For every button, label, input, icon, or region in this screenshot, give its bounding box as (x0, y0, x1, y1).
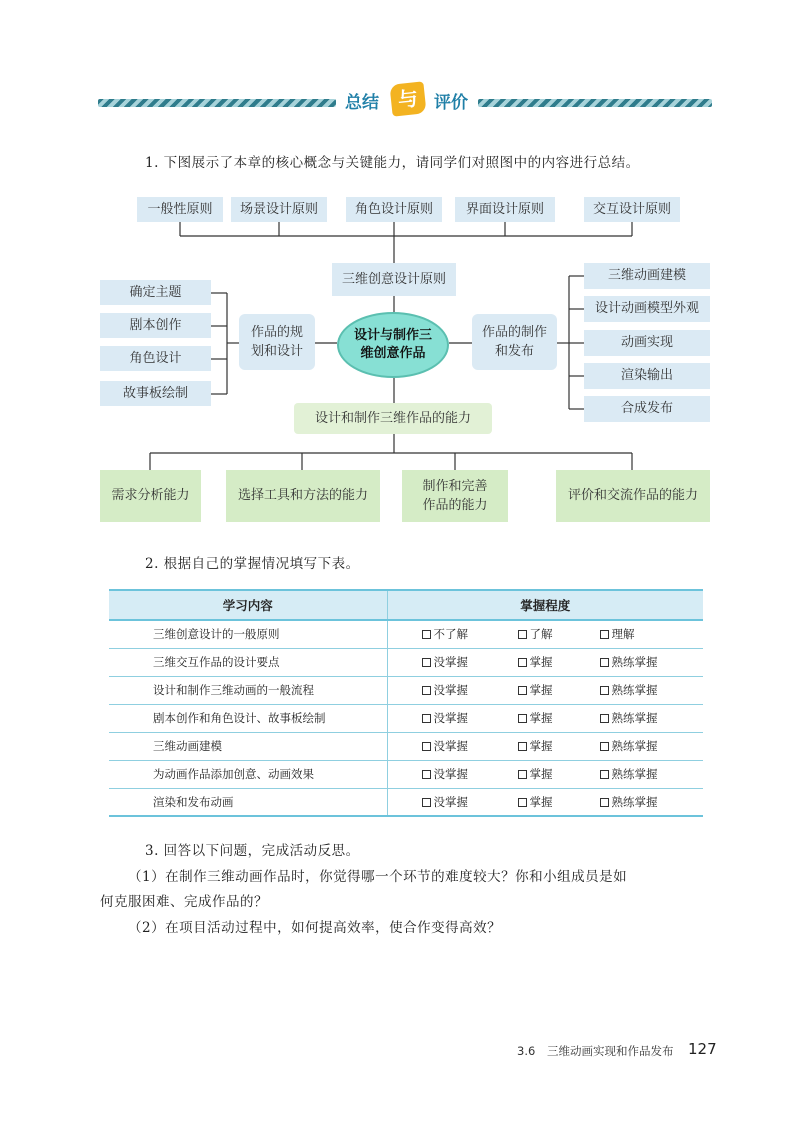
ability-item (100, 470, 201, 522)
mastery-option[interactable] (518, 654, 600, 670)
option-label: 不了解 (433, 627, 468, 642)
mastery-option[interactable] (422, 626, 518, 642)
table-row (109, 732, 703, 760)
table-row (109, 788, 703, 816)
center-concept (337, 312, 449, 378)
row-options (387, 648, 703, 676)
option-label: 熟练掌握 (611, 711, 658, 725)
mastery-option[interactable] (422, 654, 518, 670)
option-label: 没掌握 (433, 794, 468, 809)
option-label: 没掌握 (433, 711, 468, 725)
ability-line1: 选择工具和方法的能力 (237, 488, 368, 504)
row-options (387, 676, 703, 704)
self-evaluation-table (109, 589, 703, 817)
option-label: 没掌握 (433, 739, 468, 753)
right-item: 动画实现 (584, 330, 710, 356)
ability-line1: 评价和交流作品的能力 (567, 488, 698, 504)
principle-character: 角色设计原则 (346, 197, 442, 222)
mastery-option[interactable] (600, 626, 690, 642)
footer-chapter (517, 1043, 673, 1059)
option-label: 没掌握 (433, 767, 468, 781)
mastery-option[interactable] (422, 682, 518, 698)
checkbox[interactable] (518, 770, 527, 779)
table-row (109, 676, 703, 704)
left-item: 角色设计 (100, 346, 211, 371)
option-label: 掌握 (529, 711, 553, 725)
checkbox[interactable] (600, 686, 609, 695)
table-row (109, 648, 703, 676)
left-node (239, 314, 315, 370)
ability-line1: 需求分析能力 (111, 488, 190, 504)
right-item: 合成发布 (584, 396, 710, 422)
ability-line1: 制作和完善 (422, 478, 488, 494)
checkbox[interactable] (518, 714, 527, 723)
mastery-option[interactable] (518, 710, 600, 726)
mastery-option[interactable] (600, 654, 690, 670)
checkbox[interactable] (518, 658, 527, 667)
row-content: 渲染和发布动画 (109, 788, 387, 816)
ability-item (402, 470, 508, 522)
mastery-option[interactable] (600, 794, 690, 810)
center-line1: 设计与制作三 (353, 328, 432, 344)
left-item: 剧本创作 (100, 313, 211, 338)
row-options (387, 788, 703, 816)
row-content: 剧本创作和角色设计、故事板绘制 (109, 704, 387, 732)
mastery-option[interactable] (518, 794, 600, 810)
question-3-sub2: （2）在项目活动过程中，如何提高效率，使合作变得高效？ (128, 920, 502, 936)
checkbox[interactable] (518, 798, 527, 807)
left-item: 故事板绘制 (100, 381, 211, 406)
checkbox[interactable] (600, 742, 609, 751)
checkbox[interactable] (518, 742, 527, 751)
option-label: 没掌握 (433, 655, 468, 669)
mastery-option[interactable] (600, 738, 690, 754)
header-badge: 与 (389, 81, 426, 116)
mastery-option[interactable] (600, 766, 690, 782)
question-3-sub1-line1: （1）在制作三维动画作品时，你觉得哪一个环节的难度较大？你和小组成员是如 (128, 869, 628, 885)
left-node-line1: 作品的规 (250, 324, 303, 340)
checkbox[interactable] (422, 742, 431, 751)
option-label: 没掌握 (433, 683, 468, 697)
checkbox[interactable] (422, 714, 431, 723)
checkbox[interactable] (422, 770, 431, 779)
mastery-option[interactable] (600, 710, 690, 726)
mastery-option[interactable] (422, 738, 518, 754)
option-label: 掌握 (529, 655, 553, 669)
option-label: 了解 (529, 627, 553, 642)
checkbox[interactable] (600, 714, 609, 723)
right-item: 三维动画建模 (584, 263, 710, 289)
option-label: 掌握 (529, 794, 553, 809)
mastery-option[interactable] (600, 682, 690, 698)
table-row (109, 704, 703, 732)
principle-interface: 界面设计原则 (455, 197, 555, 222)
row-content: 三维创意设计的一般原则 (109, 620, 387, 648)
mastery-option[interactable] (518, 682, 600, 698)
row-options (387, 620, 703, 648)
footer-title: 三维动画实现和作品发布 (546, 1044, 674, 1058)
checkbox[interactable] (600, 630, 609, 639)
option-label: 理解 (611, 627, 635, 642)
right-node-line2: 和发布 (494, 344, 534, 359)
checkbox[interactable] (422, 658, 431, 667)
mastery-option[interactable] (422, 794, 518, 810)
ability-line2: 作品的能力 (422, 498, 488, 513)
row-options (387, 732, 703, 760)
table-row (109, 760, 703, 788)
row-content: 为动画作品添加创意、动画效果 (109, 760, 387, 788)
right-item: 渲染输出 (584, 363, 710, 389)
mastery-option[interactable] (422, 766, 518, 782)
option-label: 熟练掌握 (611, 655, 658, 669)
option-label: 熟练掌握 (611, 767, 658, 781)
checkbox[interactable] (518, 686, 527, 695)
checkbox[interactable] (518, 630, 527, 639)
center-line2: 维创意作品 (360, 346, 426, 361)
header-title-summary: 总结 (345, 93, 379, 113)
ability-node: 设计和制作三维作品的能力 (294, 403, 492, 434)
option-label: 熟练掌握 (611, 794, 658, 809)
row-content: 设计和制作三维动画的一般流程 (109, 676, 387, 704)
left-node-line2: 划和设计 (250, 344, 303, 359)
principles-node: 三维创意设计原则 (332, 263, 456, 296)
option-label: 熟练掌握 (611, 683, 658, 697)
question-3-sub1-line2: 何克服困难、完成作品的？ (100, 894, 268, 910)
page-number: 127 (688, 1040, 717, 1058)
mastery-option[interactable] (518, 738, 600, 754)
row-content: 三维交互作品的设计要点 (109, 648, 387, 676)
checkbox[interactable] (600, 770, 609, 779)
checkbox[interactable] (422, 798, 431, 807)
row-options (387, 704, 703, 732)
option-label: 掌握 (529, 739, 553, 753)
left-item: 确定主题 (100, 280, 211, 305)
header-title-evaluation: 评价 (434, 93, 468, 113)
header-mastery: 掌握程度 (387, 590, 703, 620)
principle-scene: 场景设计原则 (231, 197, 327, 222)
option-label: 熟练掌握 (611, 739, 658, 753)
row-content: 三维动画建模 (109, 732, 387, 760)
checkbox[interactable] (422, 686, 431, 695)
principle-interaction: 交互设计原则 (584, 197, 680, 222)
question-1: 1. 下图展示了本章的核心概念与关键能力，请同学们对照图中的内容进行总结。 (145, 155, 640, 171)
table-row (109, 620, 703, 648)
mastery-option[interactable] (518, 626, 600, 642)
right-node (472, 314, 557, 370)
row-options (387, 760, 703, 788)
checkbox[interactable] (422, 630, 431, 639)
right-item: 设计动画模型外观 (584, 296, 710, 322)
question-2: 2. 根据自己的掌握情况填写下表。 (145, 556, 360, 572)
ability-item (226, 470, 380, 522)
option-label: 掌握 (529, 767, 553, 781)
checkbox[interactable] (600, 658, 609, 667)
mastery-option[interactable] (422, 710, 518, 726)
principle-general: 一般性原则 (137, 197, 223, 222)
option-label: 掌握 (529, 683, 553, 697)
mastery-option[interactable] (518, 766, 600, 782)
question-3: 3. 回答以下问题，完成活动反思。 (145, 843, 360, 859)
footer-section: 3.6 (517, 1044, 536, 1058)
right-node-line1: 作品的制作 (481, 324, 547, 340)
checkbox[interactable] (600, 798, 609, 807)
header-content: 学习内容 (109, 590, 387, 620)
ability-item (556, 470, 710, 522)
